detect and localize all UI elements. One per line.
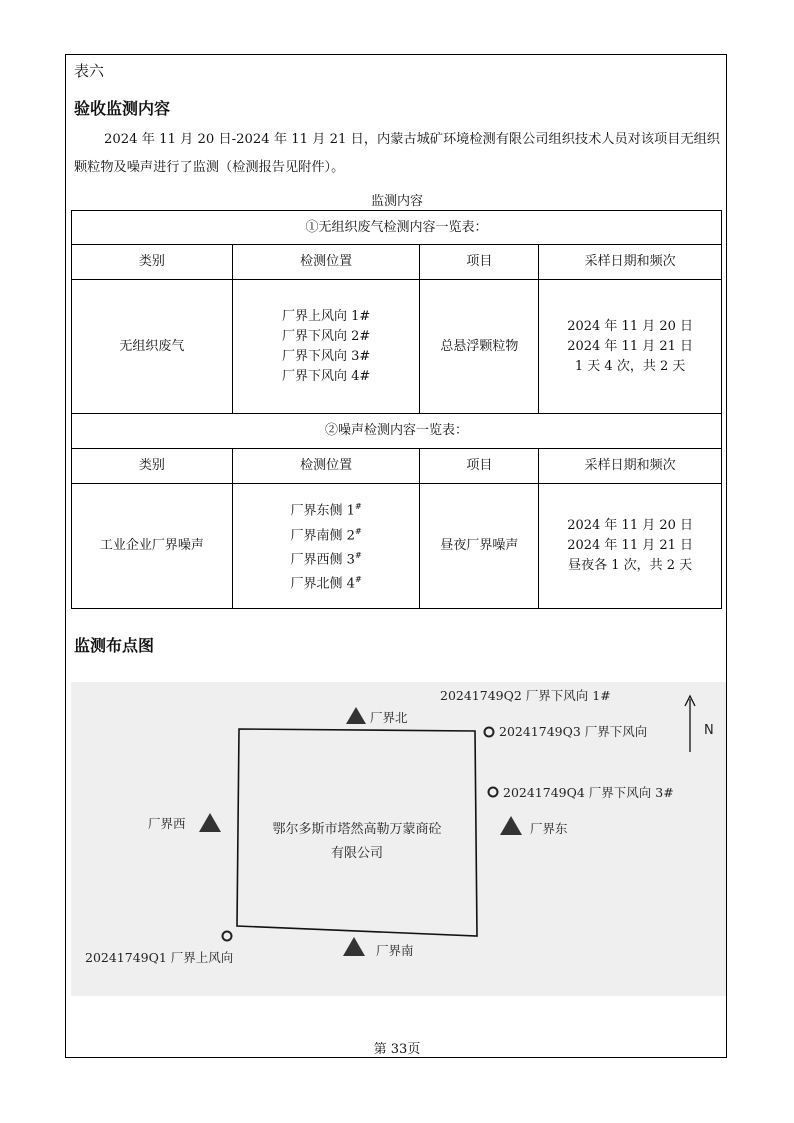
monitoring-table <box>71 210 722 609</box>
triangle-south-icon <box>343 937 365 956</box>
section-title-content: 验收监测内容 <box>74 99 171 118</box>
date-line: 昼夜各 1 次，共 2 天 <box>568 558 693 573</box>
col-item: 项目 <box>420 449 539 484</box>
part2-item: 昼夜厂界噪声 <box>420 484 539 609</box>
triangle-east-icon <box>500 816 522 835</box>
part1-category: 无组织废气 <box>72 280 233 414</box>
location-line: 厂界北侧 4# <box>290 575 362 592</box>
noise-north-label: 厂界北 <box>370 710 408 725</box>
col-category: 类别 <box>72 449 233 484</box>
triangle-north-icon <box>346 707 366 724</box>
col-date: 采样日期和频次 <box>539 245 722 280</box>
part1-item: 总悬浮颗粒物 <box>420 280 539 414</box>
circle-q1-icon <box>223 932 232 941</box>
date-line: 2024 年 11 月 21 日 <box>567 338 694 354</box>
location-line: 厂界东侧 1# <box>290 502 362 519</box>
noise-east-label: 厂界东 <box>530 821 568 836</box>
triangle-west-icon <box>199 813 221 832</box>
date-line: 2024 年 11 月 21 日 <box>567 538 694 553</box>
section-title-layout: 监测布点图 <box>74 636 155 655</box>
noise-south-label: 厂界南 <box>376 943 414 958</box>
site-name: 鄂尔多斯市塔然高勒万蒙商砼 有限公司 <box>272 822 442 861</box>
circle-q3-icon <box>485 728 494 737</box>
air-q4-label: 20241749Q4 厂界下风向 3# <box>503 785 674 800</box>
part2-dates <box>539 484 722 609</box>
table-caption: 监测内容 <box>370 194 423 209</box>
date-line: 2024 年 11 月 20 日 <box>567 518 694 533</box>
location-line: 厂界上风向 1# <box>281 308 371 324</box>
location-line: 厂界西侧 3# <box>290 551 362 568</box>
air-q2-label: 20241749Q2 厂界下风向 1# <box>440 688 611 703</box>
monitoring-layout-map <box>71 682 726 996</box>
noise-west-label: 厂界西 <box>148 816 186 831</box>
location-line: 厂界下风向 2# <box>281 328 371 344</box>
col-date: 采样日期和频次 <box>539 449 722 484</box>
location-line: 厂界下风向 3# <box>281 348 371 364</box>
air-q3-label: 20241749Q3 厂界下风向 <box>499 724 648 739</box>
table-label: 表六 <box>74 62 105 80</box>
col-location: 检测位置 <box>232 245 420 280</box>
part1-locations <box>232 280 420 414</box>
part1-dates <box>539 280 722 414</box>
part2-title: ②噪声检测内容一览表： <box>72 414 722 449</box>
location-line: 厂界下风向 4# <box>281 368 371 384</box>
location-line: 厂界南侧 2# <box>290 526 362 543</box>
north-label: N <box>704 723 714 738</box>
date-line: 2024 年 11 月 20 日 <box>567 318 694 334</box>
part2-locations <box>232 484 420 609</box>
col-location: 检测位置 <box>232 449 420 484</box>
date-line: 1 天 4 次，共 2 天 <box>574 358 686 374</box>
col-item: 项目 <box>420 245 539 280</box>
part1-title: ①无组织废气检测内容一览表： <box>72 211 722 245</box>
part2-category: 工业企业厂界噪声 <box>72 484 233 609</box>
page-number: 第 33页 <box>373 1042 421 1057</box>
intro-paragraph: 2024 年 11 月 20 日-2024 年 11 月 21 日，内蒙古城矿环境检测有限公司组织技术人员对该项目无组织颗粒物及噪声进行了监测（检测报告见附件）。 <box>74 132 720 175</box>
circle-q4-icon <box>489 788 498 797</box>
col-category: 类别 <box>72 245 233 280</box>
air-q1-label: 20241749Q1 厂界上风向 <box>85 950 234 965</box>
